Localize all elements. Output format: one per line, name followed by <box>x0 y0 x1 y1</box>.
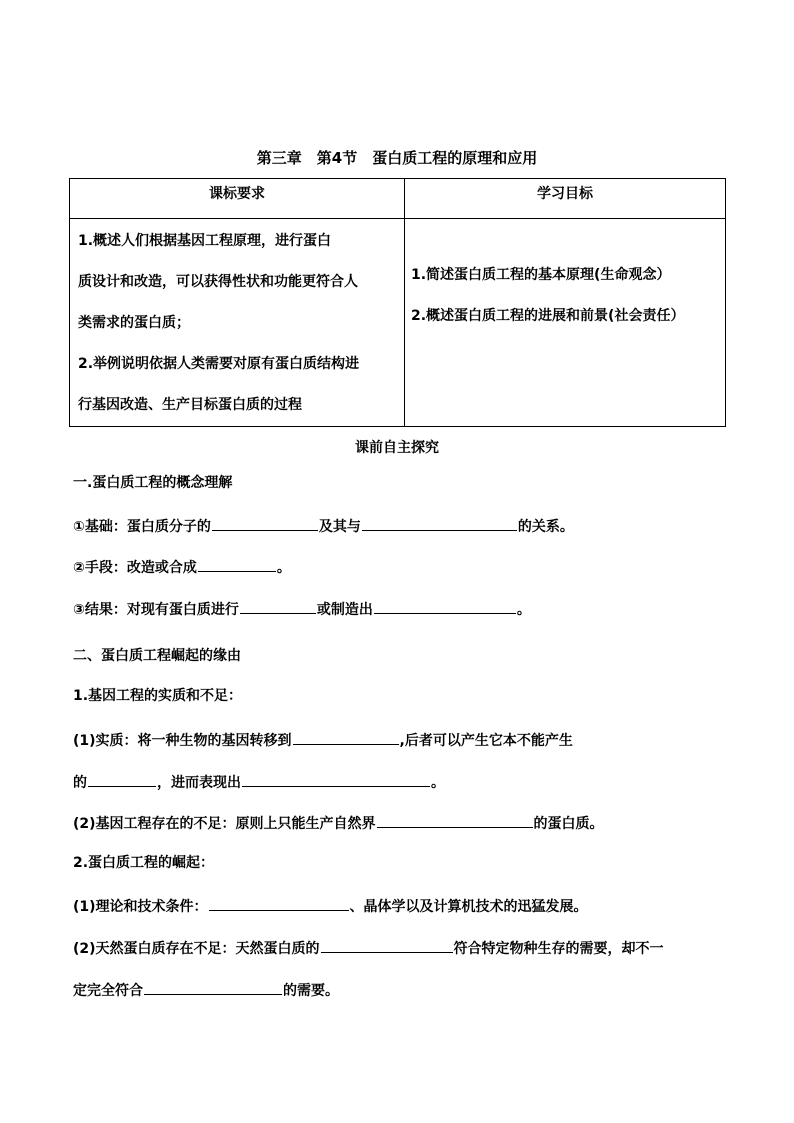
answer-blank[interactable] <box>212 515 318 531</box>
subheading-protein-engineering: 2.蛋白质工程的崛起： <box>73 855 215 871</box>
learning-goals-cell <box>405 219 726 427</box>
requirements-table <box>69 178 726 427</box>
question-natural-protein-cont: 定完全符合 的需要。 <box>73 979 339 1001</box>
answer-blank[interactable] <box>198 556 276 572</box>
answer-blank[interactable] <box>242 771 430 787</box>
question-shortcoming: (2)基因工程存在的不足：原则上只能生产自然界 的蛋白质。 <box>73 812 604 834</box>
question-essence: (1)实质：将一种生物的基因转移到 ,后者可以产生它本不能产生 <box>73 729 573 751</box>
requirement-line: 类需求的蛋白质； <box>78 315 190 331</box>
answer-blank[interactable] <box>374 598 516 614</box>
question-means: ②手段：改造或合成 。 <box>73 556 291 578</box>
requirement-line: 行基因改造、生产目标蛋白质的过程 <box>78 397 302 413</box>
header-curriculum-requirements: 课标要求 <box>70 179 405 219</box>
question-conditions: (1)理论和技术条件： 、晶体学以及计算机技术的迅猛发展。 <box>73 895 588 917</box>
requirement-line: 1.概述人们根据基因工程原理，进行蛋白 <box>78 233 332 249</box>
answer-blank[interactable] <box>209 895 349 911</box>
header-learning-goals: 学习目标 <box>405 179 726 219</box>
answer-blank[interactable] <box>144 979 282 995</box>
answer-blank[interactable] <box>240 598 316 614</box>
requirement-line: 质设计和改造，可以获得性状和功能更符合人 <box>78 274 358 290</box>
answer-blank[interactable] <box>321 937 453 953</box>
question-natural-protein: (2)天然蛋白质存在不足：天然蛋白质的 符合特定物种生存的需要，却不一 <box>73 937 664 959</box>
subheading-genetic-engineering: 1.基因工程的实质和不足： <box>73 688 243 704</box>
answer-blank[interactable] <box>362 515 517 531</box>
answer-blank[interactable] <box>88 771 156 787</box>
goal-line: 2.概述蛋白质工程的进展和前景(社会责任） <box>411 308 685 324</box>
section-title: 课前自主探究 <box>355 440 439 456</box>
requirement-line: 2.举例说明依据人类需要对原有蛋白质结构进 <box>78 356 360 372</box>
question-basis: ①基础：蛋白质分子的 及其与 的关系。 <box>73 515 574 537</box>
question-essence-cont: 的 ，进而表现出 。 <box>73 771 445 793</box>
page-title: 第三章 第4节 蛋白质工程的原理和应用 <box>256 149 538 167</box>
heading-concept: 一.蛋白质工程的概念理解 <box>73 475 233 491</box>
question-result: ③结果：对现有蛋白质进行 或制造出 。 <box>73 598 531 620</box>
goal-line: 1.简述蛋白质工程的基本原理(生命观念） <box>411 267 671 283</box>
curriculum-requirements-cell <box>70 219 405 427</box>
answer-blank[interactable] <box>293 729 399 745</box>
heading-rise: 二、蛋白质工程崛起的缘由 <box>73 648 241 664</box>
answer-blank[interactable] <box>377 812 533 828</box>
